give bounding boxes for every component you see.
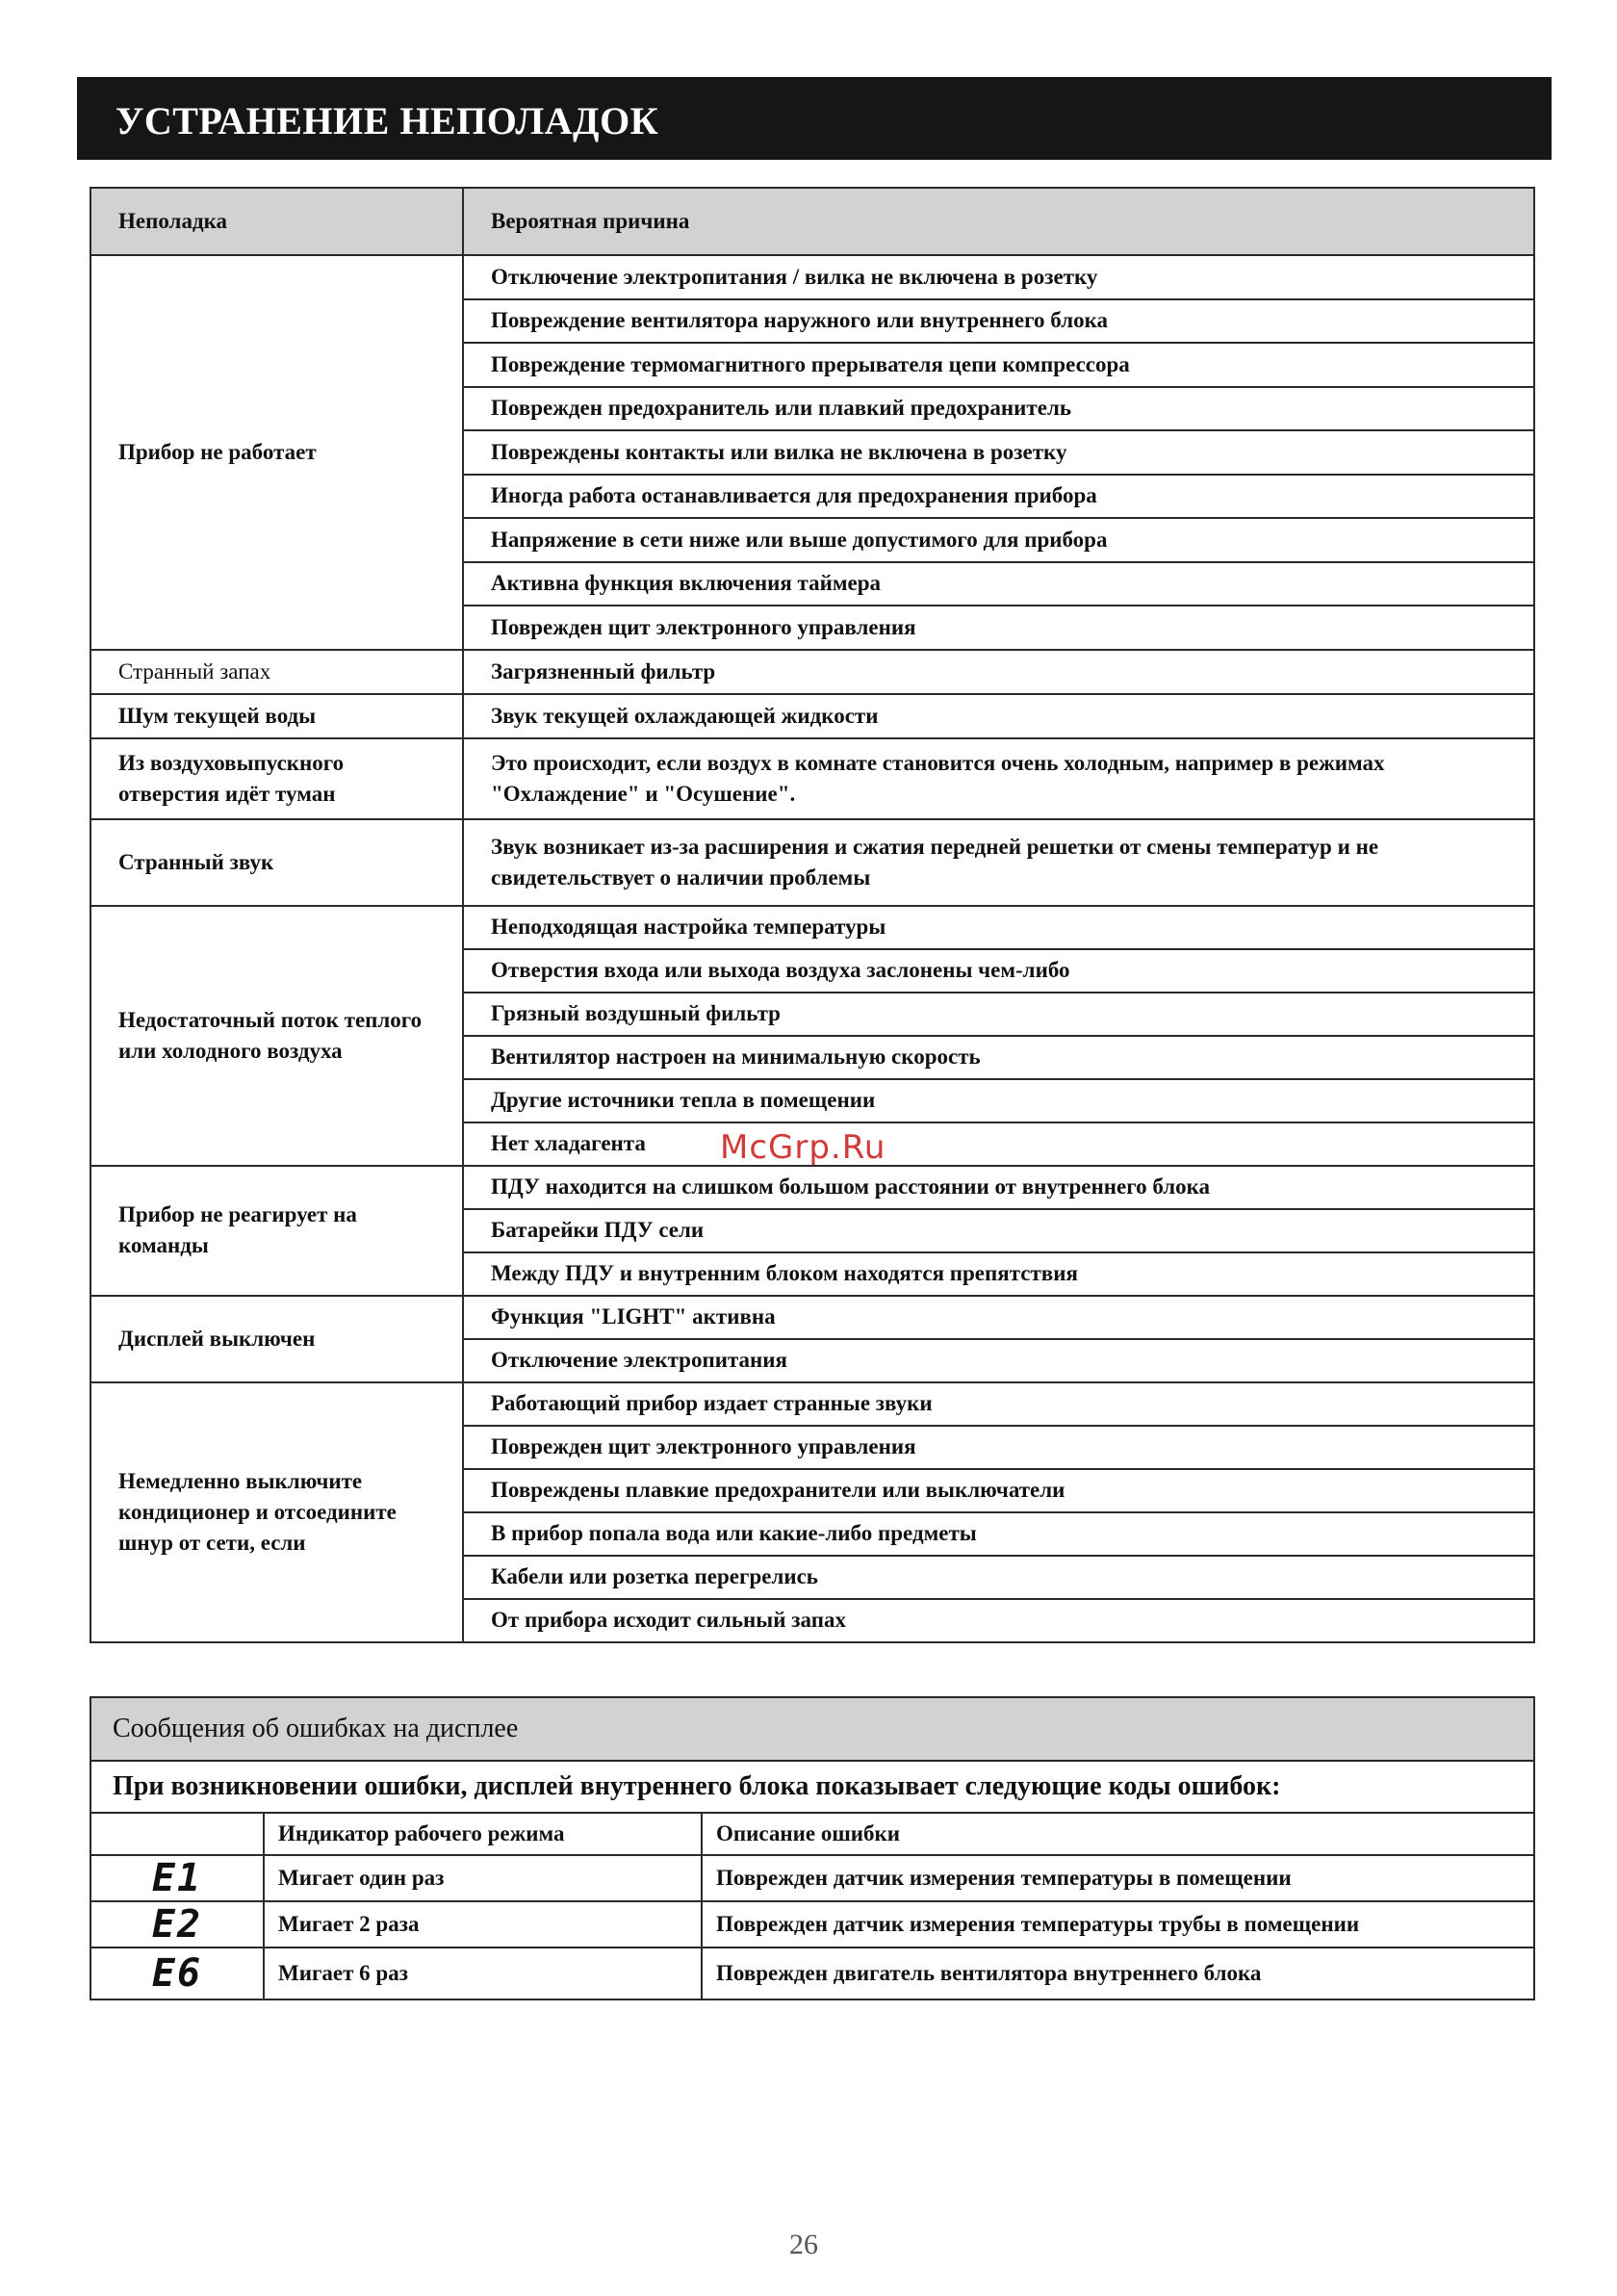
table-row	[90, 1382, 1534, 1426]
description-cell: Поврежден датчик измерения температуры трубы в помещении	[702, 1901, 1534, 1948]
issue-cell: Недостаточный поток теплого или холодного воздуха	[90, 906, 463, 1166]
error-intro-text: При возникновении ошибки, дисплей внутреннего блока показывает следующие коды ошибок:	[90, 1761, 1534, 1813]
cause-cell: Кабели или розетка перегрелись	[463, 1556, 1534, 1599]
error-section-title-row	[90, 1697, 1534, 1761]
issue-cell: Шум текущей воды	[90, 694, 463, 738]
issue-cell: Прибор не реагирует на команды	[90, 1166, 463, 1296]
cause-cell: Повреждение вентилятора наружного или внутреннего блока	[463, 299, 1534, 344]
cause-cell: ПДУ находится на слишком большом расстоянии от внутреннего блока	[463, 1166, 1534, 1209]
description-cell: Поврежден датчик измерения температуры в помещении	[702, 1855, 1534, 1901]
troubleshooting-table	[90, 187, 1535, 1643]
cause-cell: Повреждение термомагнитного прерывателя цепи компрессора	[463, 343, 1534, 387]
cause-cell: Поврежден щит электронного управления	[463, 606, 1534, 650]
cause-cell: Работающий прибор издает странные звуки	[463, 1382, 1534, 1426]
error-header-row	[90, 1813, 1534, 1855]
cause-cell: Повреждены плавкие предохранители или выключатели	[463, 1469, 1534, 1512]
table-row	[90, 819, 1534, 906]
indicator-cell: Мигает 2 раза	[264, 1901, 702, 1948]
error-code-display: E2	[90, 1901, 264, 1948]
table-row	[90, 738, 1534, 819]
table-row	[90, 650, 1534, 694]
cause-cell: Грязный воздушный фильтр	[463, 993, 1534, 1036]
cause-cell: Поврежден щит электронного управления	[463, 1426, 1534, 1469]
error-section-title: Сообщения об ошибках на дисплее	[90, 1697, 1534, 1761]
cause-cell: Нет хладагента	[463, 1122, 1534, 1166]
cause-cell: Отверстия входа или выхода воздуха заслонены чем-либо	[463, 949, 1534, 993]
error-row	[90, 1901, 1534, 1948]
error-row	[90, 1948, 1534, 1999]
cause-cell: От прибора исходит сильный запах	[463, 1599, 1534, 1642]
table-header-row	[90, 188, 1534, 255]
page-number: 26	[789, 2229, 818, 2260]
table-row	[90, 906, 1534, 949]
indicator-cell: Мигает один раз	[264, 1855, 702, 1901]
table-row	[90, 255, 1534, 299]
error-code-display: E1	[90, 1855, 264, 1901]
cause-cell: Звук возникает из-за расширения и сжатия передней решетки от смены температур и не свидетельствует о наличии проблемы	[463, 819, 1534, 906]
issue-cell: Странный звук	[90, 819, 463, 906]
page-title: УСТРАНЕНИЕ НЕПОЛАДОК	[116, 99, 659, 142]
issue-cell: Странный запах	[90, 650, 463, 694]
cause-cell: Вентилятор настроен на минимальную скорость	[463, 1036, 1534, 1079]
cause-cell: Поврежден предохранитель или плавкий предохранитель	[463, 387, 1534, 431]
error-codes-table	[90, 1696, 1535, 2000]
issue-cell: Из воздуховыпускного отверстия идёт туман	[90, 738, 463, 819]
cause-cell: Активна функция включения таймера	[463, 562, 1534, 606]
cause-cell: Загрязненный фильтр	[463, 650, 1534, 694]
issue-cell: Дисплей выключен	[90, 1296, 463, 1382]
cause-cell: Отключение электропитания / вилка не включена в розетку	[463, 255, 1534, 299]
cause-cell: Отключение электропитания	[463, 1339, 1534, 1382]
indicator-cell: Мигает 6 раз	[264, 1948, 702, 1999]
cause-cell: Это происходит, если воздух в комнате становится очень холодным, например в режимах "Охлаждение" и "Осушение".	[463, 738, 1534, 819]
cause-cell: В прибор попала вода или какие-либо предметы	[463, 1512, 1534, 1556]
cause-cell: Другие источники тепла в помещении	[463, 1079, 1534, 1122]
cause-cell: Батарейки ПДУ сели	[463, 1209, 1534, 1252]
table-row	[90, 1296, 1534, 1339]
cause-cell: Напряжение в сети ниже или выше допустимого для прибора	[463, 518, 1534, 562]
issue-cell: Прибор не работает	[90, 255, 463, 650]
cause-cell: Функция "LIGHT" активна	[463, 1296, 1534, 1339]
cause-column-header: Вероятная причина	[463, 188, 1534, 255]
watermark: McGrp.Ru	[720, 1128, 886, 1167]
error-code-display: E6	[90, 1948, 264, 1999]
section-title-bar	[77, 77, 1552, 160]
cause-cell: Звук текущей охлаждающей жидкости	[463, 694, 1534, 738]
issue-column-header: Неполадка	[90, 188, 463, 255]
issue-cell: Немедленно выключите кондиционер и отсоедините шнур от сети, если	[90, 1382, 463, 1642]
table-row	[90, 694, 1534, 738]
description-cell: Поврежден двигатель вентилятора внутреннего блока	[702, 1948, 1534, 1999]
description-column-header: Описание ошибки	[702, 1813, 1534, 1855]
indicator-column-header: Индикатор рабочего режима	[264, 1813, 702, 1855]
error-code-header	[90, 1813, 264, 1855]
error-intro-row	[90, 1761, 1534, 1813]
table-row	[90, 1166, 1534, 1209]
error-row	[90, 1855, 1534, 1901]
cause-cell: Повреждены контакты или вилка не включена в розетку	[463, 430, 1534, 475]
cause-cell: Иногда работа останавливается для предохранения прибора	[463, 475, 1534, 519]
cause-cell: Между ПДУ и внутренним блоком находятся препятствия	[463, 1252, 1534, 1296]
cause-cell: Неподходящая настройка температуры	[463, 906, 1534, 949]
